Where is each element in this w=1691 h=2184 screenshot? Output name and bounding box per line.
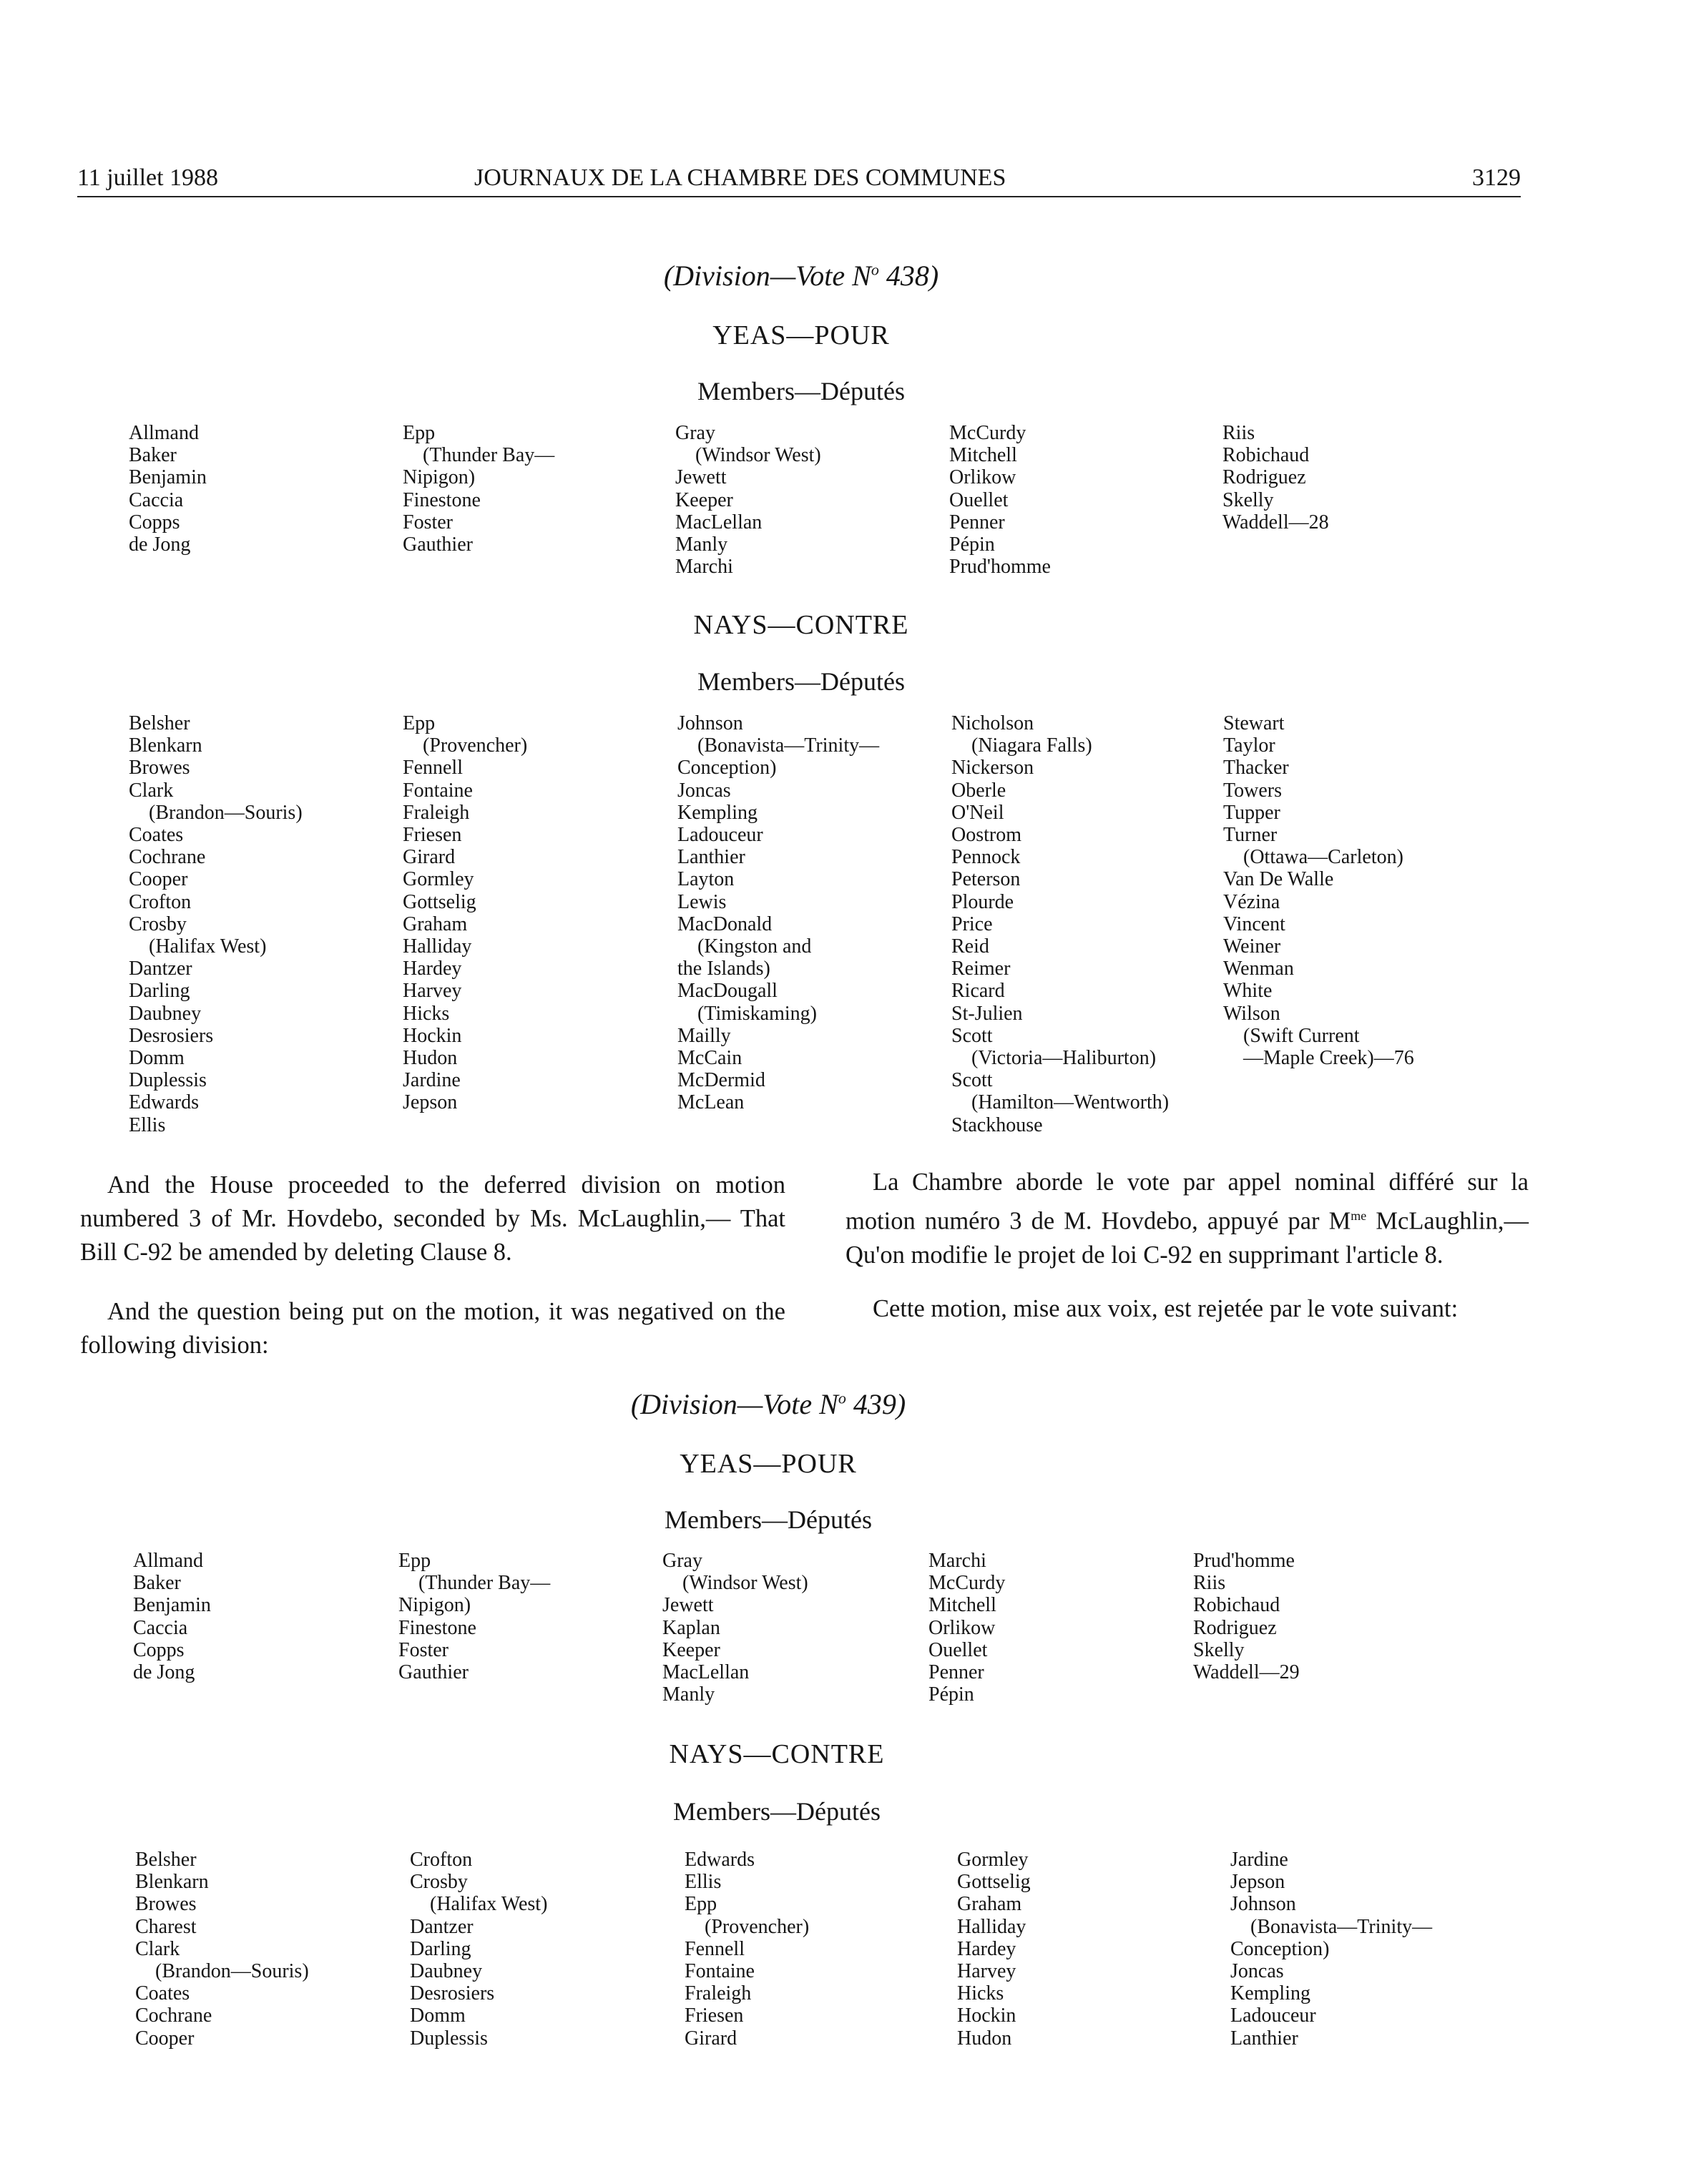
member-name: Marchi [928,1550,986,1572]
member-name: St-Julien [951,1002,1023,1025]
member-name: Gray [662,1550,702,1572]
member-name: Edwards [685,1849,755,1871]
member-name: Prud'homme [949,556,1051,579]
member-name: Kaplan [662,1616,720,1639]
member-name: Daubney [410,1960,483,1983]
member-riding: (Provencher) [423,734,528,757]
name-column [403,422,554,556]
member-name: Epp [403,422,436,444]
member-name: Robichaud [1222,444,1310,467]
member-name: McCain [677,1047,742,1070]
member-name: Ouellet [949,488,1009,511]
member-riding: (Thunder Bay— [423,444,555,467]
member-name: Orlikow [949,466,1016,489]
member-name: Crofton [129,890,192,913]
name-column [1193,1550,1300,1683]
name-column [949,422,1051,578]
member-name: Belsher [135,1849,197,1871]
member-name: Charest [135,1915,197,1938]
member-riding: (Thunder Bay— [418,1572,551,1595]
name-column [129,422,207,556]
member-name: Pennock [951,846,1021,869]
member-name: Layton [677,868,735,891]
member-name: Fraleigh [685,1982,752,2005]
member-name: Hicks [957,1982,1004,2005]
member-name: Hudon [403,1047,458,1070]
member-name: Mitchell [928,1594,996,1617]
member-riding: (Brandon—Souris) [155,1960,309,1983]
member-name: Gormley [957,1849,1029,1871]
member-name: Dantzer [410,1915,474,1938]
member-riding: —Maple Creek)—76 [1243,1047,1414,1070]
member-name: Belsher [129,712,190,734]
member-name: Benjamin [133,1594,211,1617]
member-name: Lewis [677,890,727,913]
name-column [685,1849,809,2050]
member-name: Epp [685,1893,717,1916]
member-name: Coates [135,1982,190,2005]
member-name: Allmand [129,422,199,444]
member-name: Friesen [403,824,462,847]
member-name: Benjamin [129,466,207,489]
member-name: Domm [410,2005,466,2027]
member-name: O'Neil [951,801,1004,824]
member-name: McCurdy [949,422,1026,444]
member-name: Jewett [675,466,727,489]
member-name: Gormley [403,868,474,891]
member-name: White [1223,980,1273,1003]
member-name: Scott [951,1024,993,1047]
member-name: Lanthier [1230,2027,1298,2050]
member-name: Crosby [129,913,187,935]
member-name: Joncas [1230,1960,1284,1983]
name-column [662,1550,808,1706]
division-439-nays-members-heading: Members—Députés [673,1797,881,1826]
member-name: Hardey [403,958,462,980]
member-riding: (Provencher) [705,1915,810,1938]
member-name: Epp [403,712,436,734]
member-name: Hockin [403,1024,462,1047]
member-name: Nipigon) [403,466,476,489]
division-439-title: (Division—Vote $N^o$ 439) [630,1388,906,1420]
member-name: Van De Walle [1223,868,1334,891]
member-name: Blenkarn [129,734,202,757]
member-name: Orlikow [928,1616,996,1639]
member-riding: (Bonavista—Trinity— [1250,1915,1433,1938]
member-riding: (Ottawa—Carleton) [1243,846,1403,869]
member-name: Reimer [951,958,1011,980]
name-column [133,1550,211,1683]
page-number: 3129 [1472,164,1521,191]
french-paragraph-question: Cette motion, mise aux voix, est rejetée par le vote suivant: [873,1295,1459,1322]
member-name: Cochrane [135,2005,212,2027]
member-name: Johnson [1230,1893,1296,1916]
member-name: Ouellet [928,1638,988,1661]
member-riding: (Windsor West) [695,444,821,467]
member-name: Waddell—28 [1222,511,1329,533]
division-438-title: (Division—Vote $N^o$ 438) [663,260,939,292]
member-name: Friesen [685,2005,744,2027]
member-name: Blenkarn [135,1871,209,1894]
member-name: Oostrom [951,824,1021,847]
name-column [957,1849,1031,2050]
english-paragraph-question: And the question being put on the motion, it was negatived on the following division: [80,1298,785,1359]
member-name: Browes [129,757,190,779]
member-name: Ladouceur [1230,2005,1316,2027]
member-name: Ellis [685,1871,722,1894]
member-name: Jardine [403,1069,461,1092]
member-name: Pépin [949,533,995,556]
member-name: Baker [129,444,177,467]
member-name: Hudon [957,2027,1012,2050]
member-riding: (Kingston and [697,935,812,958]
member-name: Gauthier [398,1661,469,1684]
member-name: Price [951,913,993,935]
member-name: Manly [675,533,728,556]
member-name: Taylor [1223,734,1275,757]
member-name: Fennell [403,757,463,779]
member-name: Jepson [403,1091,458,1114]
member-name: Nickerson [951,757,1034,779]
member-riding: (Bonavista—Trinity— [697,734,880,757]
member-name: Harvey [957,1960,1016,1983]
member-name: MacLellan [662,1661,750,1684]
member-name: Riis [1222,422,1255,444]
member-name: Stackhouse [951,1113,1043,1136]
member-name: McLean [677,1091,745,1114]
member-name: Pépin [928,1683,974,1706]
member-name: Darling [410,1937,471,1960]
member-name: Jewett [662,1594,714,1617]
member-name: Weiner [1223,935,1281,958]
member-name: Clark [129,779,174,802]
name-column [129,712,303,1136]
member-name: Hicks [403,1002,450,1025]
member-name: Desrosiers [410,1982,495,2005]
member-name: Wenman [1223,958,1294,980]
member-name: Oberle [951,779,1006,802]
member-name: Graham [403,913,468,935]
member-name: Turner [1223,824,1278,847]
member-name: Harvey [403,980,462,1003]
journal-title: JOURNAUX DE LA CHAMBRE DES COMMUNES [474,164,1006,191]
member-name: Gray [675,422,715,444]
member-name: Wilson [1223,1002,1280,1025]
member-name: Reid [951,935,989,958]
member-name: Peterson [951,868,1021,891]
member-name: Stewart [1223,712,1285,734]
member-name: Robichaud [1193,1594,1280,1617]
member-name: Keeper [662,1638,720,1661]
member-name: Fennell [685,1937,745,1960]
member-name: Johnson [677,712,743,734]
name-column [677,712,879,1114]
member-name: Towers [1223,779,1283,802]
member-name: Girard [403,846,456,869]
member-riding: (Victoria—Haliburton) [971,1047,1157,1070]
member-name: Fontaine [403,779,473,802]
member-riding: (Windsor West) [682,1572,808,1595]
member-name: Copps [129,511,180,533]
member-name: Copps [133,1638,185,1661]
member-name: Kempling [1230,1982,1310,2005]
member-name: Dantzer [129,958,192,980]
member-riding: (Brandon—Souris) [149,801,303,824]
member-riding: (Swift Current [1243,1024,1360,1047]
member-name: Joncas [677,779,731,802]
member-name: Nicholson [951,712,1034,734]
member-name: Kempling [677,801,758,824]
division-438-nays-heading: NAYS—CONTRE [693,610,909,640]
member-name: Epp [398,1550,431,1572]
division-439-nays-heading: NAYS—CONTRE [669,1739,885,1769]
member-name: Crosby [410,1871,468,1894]
member-name: Penner [928,1661,984,1684]
member-name: Ellis [129,1113,166,1136]
member-name: Vincent [1223,913,1285,935]
name-column [135,1849,309,2050]
member-name: Darling [129,980,190,1003]
member-name: MacLellan [675,511,763,533]
member-riding: (Timiskaming) [697,1002,817,1025]
member-name: Fraleigh [403,801,470,824]
member-name: Cooper [135,2027,195,2050]
member-name: Scott [951,1069,993,1092]
division-439-yeas-heading: YEAS—POUR [680,1449,857,1479]
member-name: Jepson [1230,1871,1285,1894]
member-name: Conception) [677,757,777,779]
member-name: Gottselig [957,1871,1031,1894]
name-column [1230,1849,1432,2050]
member-name: Rodriguez [1193,1616,1277,1639]
member-name: Cooper [129,868,188,891]
member-name: Caccia [129,488,184,511]
member-riding: (Niagara Falls) [971,734,1092,757]
member-name: Plourde [951,890,1014,913]
member-name: Manly [662,1683,715,1706]
division-438-nays-members-heading: Members—Députés [697,667,905,696]
name-column [403,712,527,1114]
member-name: Crofton [410,1849,473,1871]
member-name: Desrosiers [129,1024,214,1047]
name-column [951,712,1169,1136]
member-name: Gottselig [403,890,476,913]
member-name: Duplessis [410,2027,488,2050]
division-439-yeas-members-heading: Members—Députés [665,1505,872,1534]
member-name: MacDonald [677,913,773,935]
member-name: Hockin [957,2005,1016,2027]
member-name: Skelly [1222,488,1274,511]
member-name: Girard [685,2027,737,2050]
member-name: Duplessis [129,1069,207,1092]
member-name: de Jong [133,1661,195,1684]
member-name: Prud'homme [1193,1550,1295,1572]
member-name: Daubney [129,1002,202,1025]
division-438-yeas-heading: YEAS—POUR [712,320,890,350]
member-name: Nipigon) [398,1594,471,1617]
member-name: Domm [129,1047,185,1070]
member-name: Mailly [677,1024,731,1047]
member-name: Vézina [1223,890,1280,913]
member-name: MacDougall [677,980,778,1003]
running-header [77,159,1521,197]
member-name: Marchi [675,556,733,579]
member-name: Skelly [1193,1638,1245,1661]
member-name: Thacker [1223,757,1289,779]
member-name: Gauthier [403,533,473,556]
member-name: Lanthier [677,846,745,869]
division-438-yeas-members-heading: Members—Députés [697,377,905,405]
member-name: Halliday [957,1915,1026,1938]
member-name: Coates [129,824,184,847]
name-column [675,422,821,578]
header-date: 11 juillet 1988 [77,164,219,191]
member-name: Ricard [951,980,1005,1003]
member-name: Finestone [398,1616,476,1639]
name-column [410,1849,547,2050]
member-name: de Jong [129,533,191,556]
name-column [928,1550,1005,1706]
member-name: the Islands) [677,958,770,980]
name-column [1222,422,1329,533]
member-name: Ladouceur [677,824,763,847]
member-name: Browes [135,1893,197,1916]
member-name: Allmand [133,1550,203,1572]
member-name: Fontaine [685,1960,755,1983]
member-name: Rodriguez [1222,466,1306,489]
english-paragraph-motion: And the House proceeded to the deferred division on motion numbered 3 of Mr. Hovdebo, seconded by Ms. McLaughlin,— That Bill C-92 be amended by deleting Clause 8. [80,1171,785,1266]
member-name: McDermid [677,1069,765,1092]
member-riding: (Halifax West) [149,935,267,958]
member-name: Mitchell [949,444,1017,467]
member-name: Edwards [129,1091,199,1114]
member-name: Hardey [957,1937,1016,1960]
member-name: Caccia [133,1616,188,1639]
member-name: Baker [133,1572,181,1595]
member-name: McCurdy [928,1572,1006,1595]
member-name: Foster [403,511,453,533]
member-name: Waddell—29 [1193,1661,1300,1684]
member-name: Jardine [1230,1849,1288,1871]
french-paragraph-motion: La Chambre aborde le vote par appel nominal différé sur la motion numéro 3 de M. Hovdebo, appuyé par $M^{me}$ McLaughlin,—Qu'on modifie le projet de loi C-92 en supprimant l'article 8. [846,1169,1529,1269]
member-name: Finestone [403,488,481,511]
member-name: Halliday [403,935,472,958]
name-column [1223,712,1414,1069]
member-name: Foster [398,1638,449,1661]
member-riding: (Hamilton—Wentworth) [971,1091,1170,1114]
member-riding: (Halifax West) [430,1893,548,1916]
member-name: Cochrane [129,846,206,869]
member-name: Clark [135,1937,180,1960]
member-name: Penner [949,511,1005,533]
member-name: Conception) [1230,1937,1330,1960]
name-column [398,1550,550,1683]
member-name: Keeper [675,488,733,511]
member-name: Tupper [1223,801,1280,824]
member-name: Riis [1193,1572,1226,1595]
member-name: Graham [957,1893,1022,1916]
